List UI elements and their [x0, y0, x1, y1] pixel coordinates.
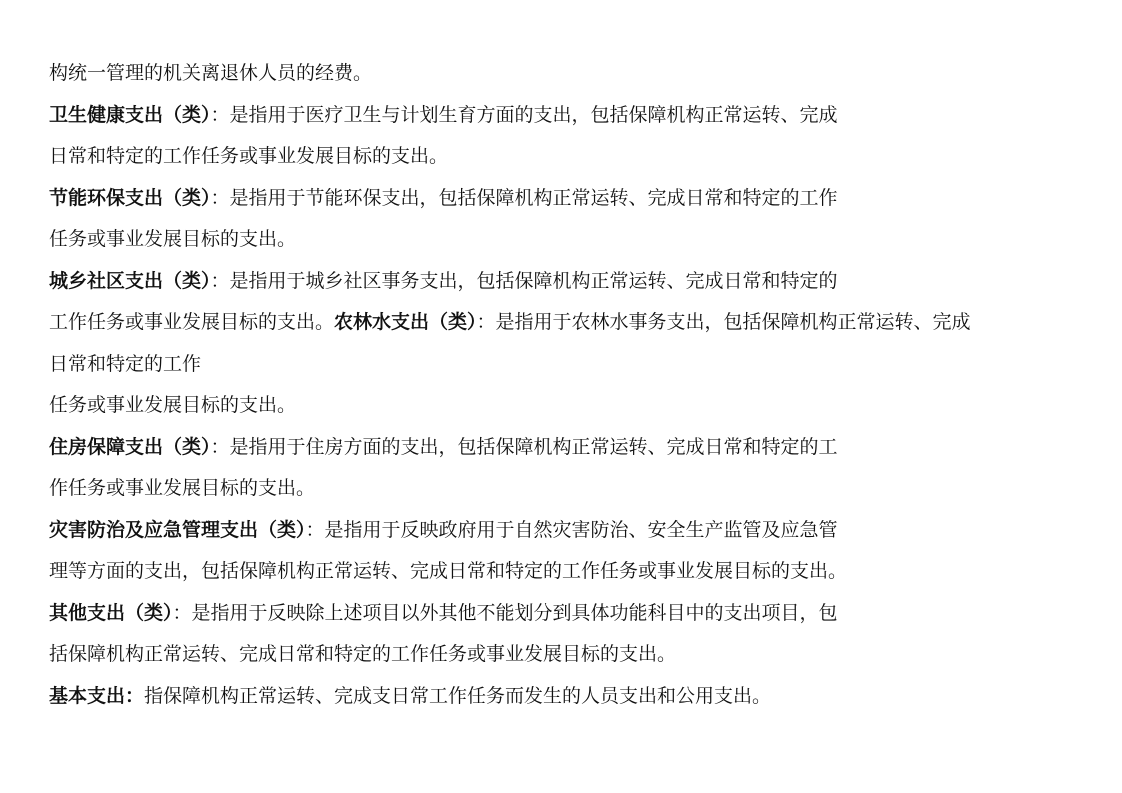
text-line — [49, 593, 1089, 635]
line-text: 日常和特定的工作任务或事业发展目标的支出。 — [49, 145, 449, 167]
text-line — [49, 261, 1089, 303]
text-line — [49, 178, 1089, 220]
text-line — [49, 510, 1089, 552]
text-line — [49, 219, 1089, 261]
line-text: 指保障机构正常运转、完成支日常工作任务而发生的人员支出和公用支出。 — [144, 684, 772, 707]
text-line — [49, 53, 1089, 95]
text-line — [49, 551, 1089, 593]
term-heading: 节能环保支出（类） — [49, 186, 211, 209]
text-line — [49, 468, 1089, 510]
text-line — [49, 427, 1089, 469]
line-text: 构统一管理的机关离退休人员的经费。 — [49, 62, 373, 84]
term-heading: 灾害防治及应急管理支出（类） — [49, 518, 306, 541]
line-text: ：是指用于住房方面的支出，包括保障机构正常运转、完成日常和特定的工 — [210, 435, 838, 458]
term-heading: 城乡社区支出（类） — [49, 269, 211, 292]
line-text: ：是指用于农林水事务支出，包括保障机构正常运转、完成 — [476, 311, 971, 333]
line-text: ：是指用于节能环保支出，包括保障机构正常运转、完成日常和特定的工作 — [210, 186, 838, 209]
line-text: 任务或事业发展目标的支出。 — [49, 228, 297, 250]
term-heading: 基本支出： — [49, 684, 145, 707]
text-line — [49, 344, 1089, 386]
term-heading: 住房保障支出（类） — [49, 435, 211, 458]
term-heading: 其他支出（类） — [49, 601, 173, 624]
text-line — [49, 634, 1089, 676]
line-text: 任务或事业发展目标的支出。 — [49, 394, 297, 416]
line-text: ：是指用于反映政府用于自然灾害防治、安全生产监管及应急管 — [305, 518, 838, 541]
line-text: 日常和特定的工作 — [49, 352, 202, 375]
line-text: ：是指用于医疗卫生与计划生育方面的支出，包括保障机构正常运转、完成 — [210, 103, 838, 126]
line-text: 工作任务或事业发展目标的支出。 — [49, 311, 335, 333]
line-text: 括保障机构正常运转、完成日常和特定的工作任务或事业发展目标的支出。 — [49, 643, 677, 665]
line-text: ：是指用于反映除上述项目以外其他不能划分到具体功能科目中的支出项目，包 — [172, 601, 838, 624]
line-text: ：是指用于城乡社区事务支出，包括保障机构正常运转、完成日常和特定的 — [210, 269, 838, 292]
term-heading: 卫生健康支出（类） — [49, 103, 211, 126]
text-line — [49, 136, 1089, 178]
line-text: 作任务或事业发展目标的支出。 — [49, 477, 316, 499]
text-line — [49, 385, 1089, 427]
text-line — [49, 676, 1089, 718]
text-line — [49, 302, 1089, 344]
text-line — [49, 95, 1089, 137]
term-heading: 农林水支出（类） — [334, 311, 477, 333]
document-page — [49, 53, 1089, 717]
line-text: 理等方面的支出，包括保障机构正常运转、完成日常和特定的工作任务或事业发展目标的支出。 — [49, 560, 848, 582]
